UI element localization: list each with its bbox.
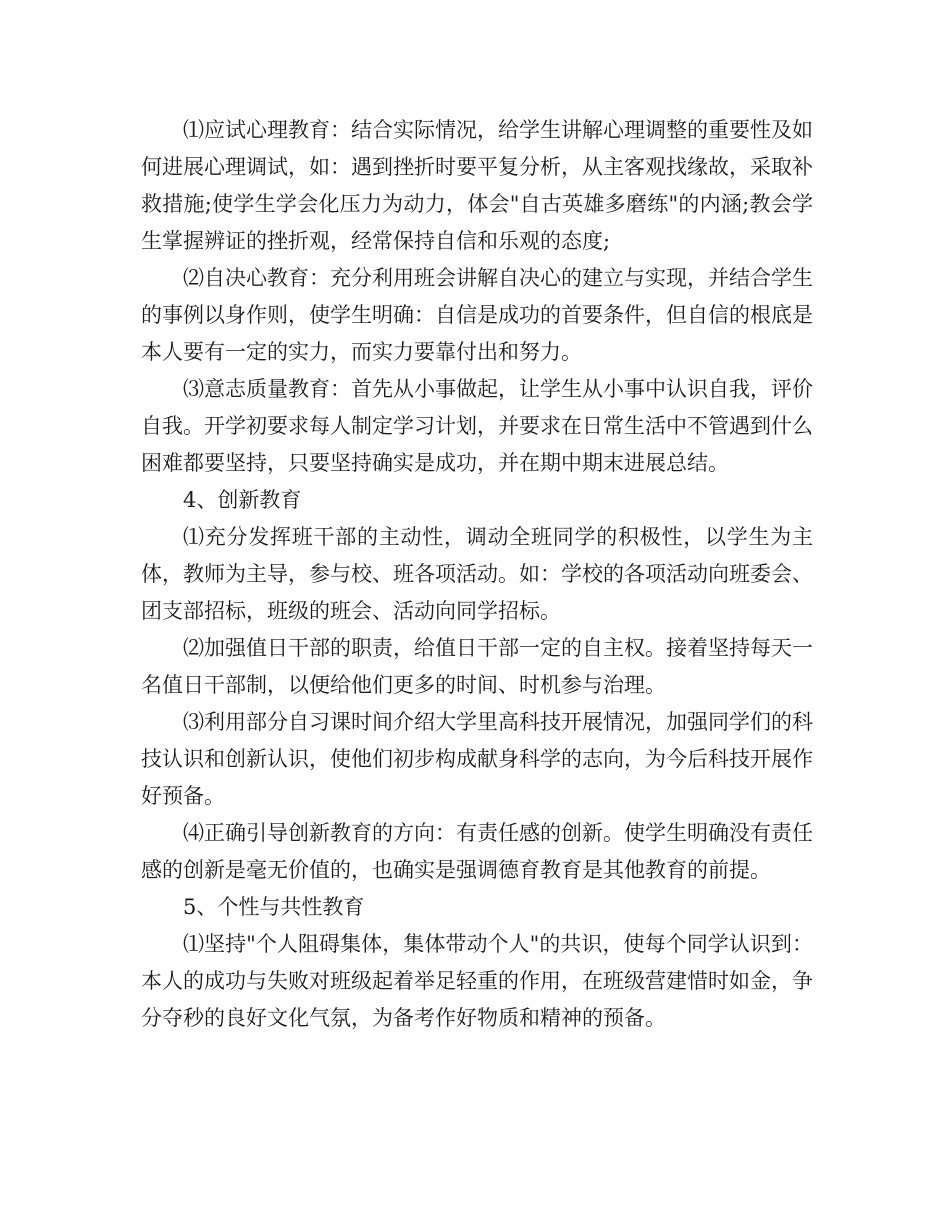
section-heading-innovation: 4、创新教育 bbox=[183, 488, 302, 512]
paragraph-innovation-direction: ⑷正确引导创新教育的方向：有责任感的创新。使学生明确没有责任感的创新是毫无价值的，也确实是强调德育教育是其他教育的前提。 bbox=[141, 821, 813, 882]
paragraph-duty-cadre: ⑵加强值日干部的职责，给值日干部一定的自主权。接着坚持每天一名值日干部制，以便给他们更多的时间、时机参与治理。 bbox=[141, 636, 813, 697]
paragraph-technology: ⑶利用部分自习课时间介绍大学里高科技开展情况，加强同学们的科技认识和创新认识，使他们初步构成献身科学的志向，为今后科技开展作好预备。 bbox=[141, 710, 813, 808]
section-heading-individuality: 5、个性与共性教育 bbox=[183, 895, 365, 919]
paragraph-test-psychology: ⑴应试心理教育：结合实际情况，给学生讲解心理调整的重要性及如何进展心理调试，如：遇到挫折时要平复分析，从主客观找缘故，采取补救措施;使学生学会化压力为动力，体会"自古英雄多磨练"的内涵;教会学生掌握辨证的挫折观，经常保持自信和乐观的态度; bbox=[141, 118, 813, 253]
paragraph-class-cadre: ⑴充分发挥班干部的主动性，调动全班同学的积极性，以学生为主体，教师为主导，参与校、班各项活动。如：学校的各项活动向班委会、团支部招标，班级的班会、活动向同学招标。 bbox=[141, 525, 813, 623]
paragraph-self-confidence: ⑵自决心教育：充分利用班会讲解自决心的建立与实现，并结合学生的事例以身作则，使学生明确：自信是成功的首要条件，但自信的根底是本人要有一定的实力，而实力要靠付出和努力。 bbox=[141, 266, 813, 364]
paragraph-willpower: ⑶意志质量教育：首先从小事做起，让学生从小事中认识自我，评价自我。开学初要求每人制定学习计划，并要求在日常生活中不管遇到什么困难都要坚持，只要坚持确实是成功，并在期中期末进展总结。 bbox=[141, 377, 813, 475]
document-body bbox=[141, 112, 813, 1037]
paragraph-collective: ⑴坚持"个人阻碍集体，集体带动个人"的共识，使每个同学认识到：本人的成功与失败对班级起着举足轻重的作用，在班级营建惜时如金，争分夺秒的良好文化气氛，为备考作好物质和精神的预备。 bbox=[141, 932, 813, 1030]
